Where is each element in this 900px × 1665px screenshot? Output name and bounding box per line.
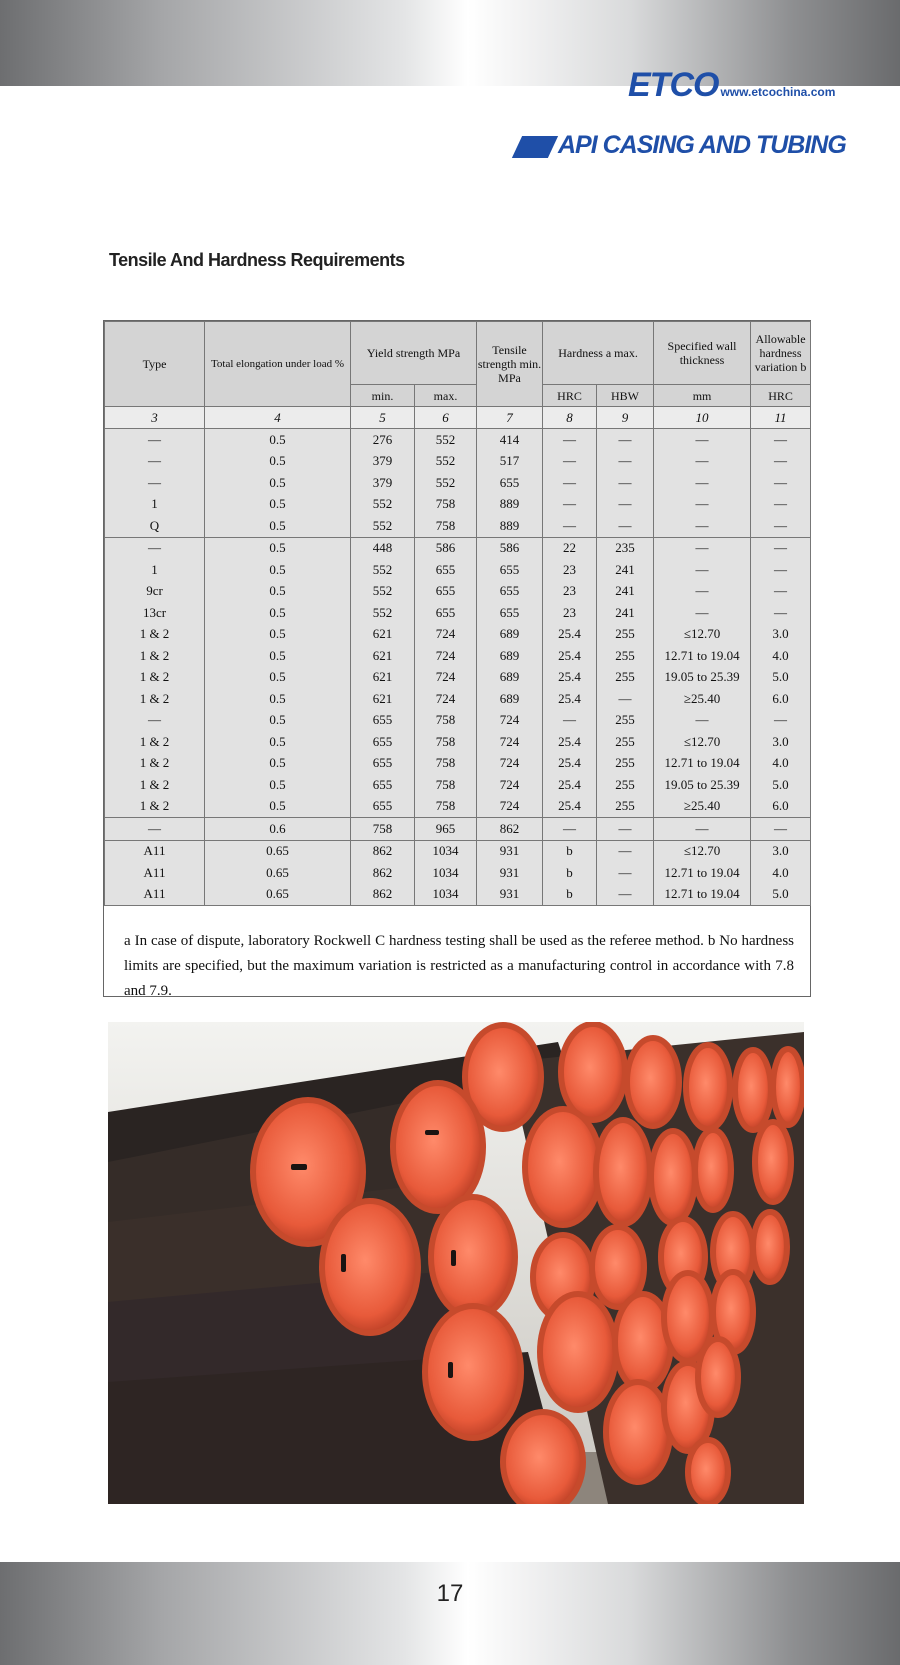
- table-row: [105, 581, 811, 603]
- table-cell: 1034: [415, 862, 477, 884]
- table-cell: —: [654, 494, 751, 516]
- table-group-4: [105, 840, 811, 906]
- table-cell: —: [751, 451, 811, 473]
- table-cell: 0.5: [205, 624, 351, 646]
- brand-bar-icon: [512, 136, 558, 158]
- table-cell: —: [654, 515, 751, 537]
- table-cell: 0.65: [205, 884, 351, 906]
- table-cell: 19.05 to 25.39: [654, 667, 751, 689]
- table-cell: 5.0: [751, 667, 811, 689]
- table-cell: A11: [105, 840, 205, 862]
- table-cell: 1034: [415, 840, 477, 862]
- col-header-yield-max: max.: [415, 385, 477, 407]
- table-cell: 255: [597, 710, 654, 732]
- table-cell: 758: [351, 818, 415, 841]
- table-cell: 889: [477, 515, 543, 537]
- col-header-hardness: Hardness a max.: [543, 322, 654, 385]
- col-header-allowable: Allowable hardness variation b: [751, 322, 811, 385]
- table-cell: 724: [415, 667, 477, 689]
- table-cell: 1: [105, 559, 205, 581]
- table-cell: —: [597, 494, 654, 516]
- table-cell: 255: [597, 753, 654, 775]
- table-cell: 931: [477, 862, 543, 884]
- table-cell: —: [105, 537, 205, 559]
- table-cell: 241: [597, 581, 654, 603]
- table-cell: 0.5: [205, 753, 351, 775]
- table-row: [105, 731, 811, 753]
- table-cell: —: [654, 429, 751, 451]
- table-cell: —: [543, 494, 597, 516]
- table-cell: ≤12.70: [654, 840, 751, 862]
- table-cell: 255: [597, 796, 654, 818]
- table-cell: 0.5: [205, 494, 351, 516]
- table-cell: 0.5: [205, 602, 351, 624]
- table-cell: 724: [477, 710, 543, 732]
- col-header-elongation: Total elongation under load %: [205, 322, 351, 407]
- brand-title: API CASING AND TUBING: [558, 131, 846, 159]
- table-row: [105, 862, 811, 884]
- table-cell: ≤12.70: [654, 624, 751, 646]
- table-cell: 862: [477, 818, 543, 841]
- table-row: [105, 494, 811, 516]
- table-cell: —: [751, 602, 811, 624]
- table-cell: 0.5: [205, 537, 351, 559]
- table-cell: 655: [351, 774, 415, 796]
- table-cell: b: [543, 840, 597, 862]
- table-cell: 12.71 to 19.04: [654, 862, 751, 884]
- table-cell: —: [751, 537, 811, 559]
- table-cell: 552: [351, 559, 415, 581]
- table-cell: 0.5: [205, 645, 351, 667]
- pipes-photo: [108, 1022, 804, 1504]
- table-cell: —: [751, 581, 811, 603]
- table-cell: 655: [351, 731, 415, 753]
- table-cell: 5.0: [751, 774, 811, 796]
- table-cell: —: [105, 818, 205, 841]
- table-cell: A11: [105, 862, 205, 884]
- table-cell: —: [751, 710, 811, 732]
- table-cell: —: [105, 429, 205, 451]
- table-cell: —: [751, 429, 811, 451]
- table-row: [105, 559, 811, 581]
- table-cell: —: [654, 451, 751, 473]
- table-cell: —: [597, 472, 654, 494]
- table-row: [105, 667, 811, 689]
- table-cell: 862: [351, 884, 415, 906]
- table-cell: 724: [415, 645, 477, 667]
- table-cell: 0.5: [205, 559, 351, 581]
- table-cell: 3.0: [751, 624, 811, 646]
- pipes-photo-image: [108, 1022, 804, 1504]
- table-cell: 655: [415, 602, 477, 624]
- table-cell: 931: [477, 884, 543, 906]
- table-cell: —: [543, 710, 597, 732]
- table-cell: ≤12.70: [654, 731, 751, 753]
- table-cell: —: [654, 602, 751, 624]
- table-cell: 0.5: [205, 796, 351, 818]
- table-cell: 621: [351, 645, 415, 667]
- requirements-table-frame: [103, 320, 811, 997]
- table-row: [105, 451, 811, 473]
- table-cell: —: [654, 581, 751, 603]
- table-cell: 552: [351, 581, 415, 603]
- requirements-table: [104, 321, 811, 906]
- table-cell: 655: [415, 559, 477, 581]
- table-cell: —: [597, 429, 654, 451]
- table-row: [105, 645, 811, 667]
- table-cell: 0.5: [205, 515, 351, 537]
- table-row: [105, 515, 811, 537]
- index-cell: 8: [543, 407, 597, 429]
- table-cell: —: [543, 472, 597, 494]
- col-header-type: Type: [105, 322, 205, 407]
- table-cell: 235: [597, 537, 654, 559]
- table-row: [105, 537, 811, 559]
- table-cell: 1 & 2: [105, 731, 205, 753]
- table-cell: A11: [105, 884, 205, 906]
- table-cell: 724: [477, 774, 543, 796]
- table-cell: —: [597, 884, 654, 906]
- table-cell: 255: [597, 645, 654, 667]
- table-cell: 689: [477, 688, 543, 710]
- table-cell: 19.05 to 25.39: [654, 774, 751, 796]
- table-cell: 655: [415, 581, 477, 603]
- table-cell: 758: [415, 796, 477, 818]
- table-cell: —: [751, 494, 811, 516]
- table-cell: 724: [477, 731, 543, 753]
- table-row: [105, 710, 811, 732]
- table-cell: 655: [477, 472, 543, 494]
- table-cell: 379: [351, 451, 415, 473]
- table-cell: 1 & 2: [105, 645, 205, 667]
- table-cell: 621: [351, 624, 415, 646]
- table-cell: 13cr: [105, 602, 205, 624]
- table-cell: —: [597, 688, 654, 710]
- table-cell: 25.4: [543, 774, 597, 796]
- table-cell: 23: [543, 581, 597, 603]
- table-cell: 0.5: [205, 688, 351, 710]
- table-cell: 931: [477, 840, 543, 862]
- table-cell: 655: [477, 602, 543, 624]
- col-header-wall: Specified wall thickness: [654, 322, 751, 385]
- table-cell: —: [597, 862, 654, 884]
- table-cell: 0.5: [205, 581, 351, 603]
- table-cell: 6.0: [751, 796, 811, 818]
- table-row: [105, 840, 811, 862]
- table-cell: 1: [105, 494, 205, 516]
- table-cell: —: [105, 472, 205, 494]
- table-cell: —: [105, 710, 205, 732]
- col-header-yield-min: min.: [351, 385, 415, 407]
- table-cell: 655: [351, 710, 415, 732]
- table-cell: 552: [351, 515, 415, 537]
- table-cell: 255: [597, 667, 654, 689]
- section-title: Tensile And Hardness Requirements: [109, 250, 405, 270]
- table-cell: 25.4: [543, 753, 597, 775]
- table-cell: 655: [477, 581, 543, 603]
- table-cell: 724: [415, 688, 477, 710]
- table-row: [105, 818, 811, 841]
- table-cell: 586: [477, 537, 543, 559]
- table-cell: 0.5: [205, 472, 351, 494]
- table-cell: 379: [351, 472, 415, 494]
- table-cell: —: [597, 840, 654, 862]
- table-cell: —: [543, 818, 597, 841]
- table-row: [105, 753, 811, 775]
- table-cell: —: [751, 472, 811, 494]
- table-cell: 758: [415, 515, 477, 537]
- table-cell: ≥25.40: [654, 796, 751, 818]
- table-cell: 4.0: [751, 753, 811, 775]
- table-cell: —: [654, 559, 751, 581]
- table-cell: —: [543, 451, 597, 473]
- table-cell: —: [597, 451, 654, 473]
- table-cell: 12.71 to 19.04: [654, 884, 751, 906]
- footer-band: [0, 1562, 900, 1665]
- table-cell: 586: [415, 537, 477, 559]
- table-cell: 862: [351, 840, 415, 862]
- table-cell: 889: [477, 494, 543, 516]
- table-cell: 414: [477, 429, 543, 451]
- table-cell: b: [543, 862, 597, 884]
- table-cell: 1 & 2: [105, 796, 205, 818]
- table-cell: 1 & 2: [105, 624, 205, 646]
- table-cell: 4.0: [751, 862, 811, 884]
- table-group-1: [105, 429, 811, 538]
- table-cell: 1 & 2: [105, 774, 205, 796]
- table-cell: 689: [477, 645, 543, 667]
- table-cell: 724: [415, 624, 477, 646]
- table-cell: 621: [351, 688, 415, 710]
- index-cell: 3: [105, 407, 205, 429]
- table-cell: 1 & 2: [105, 753, 205, 775]
- table-cell: 5.0: [751, 884, 811, 906]
- table-cell: —: [654, 710, 751, 732]
- table-notes: a In case of dispute, laboratory Rockwell C hardness testing shall be used as the referee method. b No hardness limits are specified, but the maximum variation is restricted as a manufacturing control in accordance with 7.8 and 7.9.: [124, 933, 794, 999]
- table-cell: 689: [477, 667, 543, 689]
- table-cell: 965: [415, 818, 477, 841]
- table-cell: 0.65: [205, 862, 351, 884]
- table-cell: 552: [351, 602, 415, 624]
- table-cell: —: [654, 818, 751, 841]
- website-url: www.etcochina.com: [720, 85, 836, 99]
- table-cell: 22: [543, 537, 597, 559]
- table-group-3: [105, 818, 811, 841]
- table-row: [105, 796, 811, 818]
- table-cell: 23: [543, 559, 597, 581]
- table-cell: 6.0: [751, 688, 811, 710]
- table-cell: —: [654, 537, 751, 559]
- index-cell: 11: [751, 407, 811, 429]
- table-cell: 25.4: [543, 667, 597, 689]
- table-cell: 25.4: [543, 645, 597, 667]
- table-cell: —: [105, 451, 205, 473]
- index-cell: 7: [477, 407, 543, 429]
- table-cell: 552: [415, 451, 477, 473]
- table-row: [105, 688, 811, 710]
- table-cell: 12.71 to 19.04: [654, 753, 751, 775]
- table-row: [105, 884, 811, 906]
- table-row: [105, 774, 811, 796]
- table-cell: 25.4: [543, 731, 597, 753]
- table-cell: 448: [351, 537, 415, 559]
- col-header-hrc2: HRC: [751, 385, 811, 407]
- table-cell: 241: [597, 602, 654, 624]
- index-cell: 5: [351, 407, 415, 429]
- table-cell: —: [751, 559, 811, 581]
- index-cell: 10: [654, 407, 751, 429]
- table-cell: 517: [477, 451, 543, 473]
- table-cell: —: [751, 818, 811, 841]
- table-cell: 241: [597, 559, 654, 581]
- table-cell: 4.0: [751, 645, 811, 667]
- table-cell: 758: [415, 753, 477, 775]
- table-cell: 552: [415, 429, 477, 451]
- table-cell: 0.6: [205, 818, 351, 841]
- table-cell: 25.4: [543, 624, 597, 646]
- table-cell: 255: [597, 731, 654, 753]
- table-cell: Q: [105, 515, 205, 537]
- table-cell: 3.0: [751, 840, 811, 862]
- table-group-2: [105, 537, 811, 818]
- table-cell: 552: [415, 472, 477, 494]
- table-cell: 655: [351, 796, 415, 818]
- index-cell: 4: [205, 407, 351, 429]
- table-cell: 689: [477, 624, 543, 646]
- logo-text: ETCO: [628, 66, 719, 104]
- table-cell: 255: [597, 774, 654, 796]
- table-cell: —: [654, 472, 751, 494]
- col-header-yield: Yield strength MPa: [351, 322, 477, 385]
- table-cell: 255: [597, 624, 654, 646]
- table-cell: 9cr: [105, 581, 205, 603]
- table-cell: 0.5: [205, 731, 351, 753]
- table-row: [105, 472, 811, 494]
- table-cell: 758: [415, 710, 477, 732]
- table-cell: 0.5: [205, 774, 351, 796]
- table-cell: 0.5: [205, 429, 351, 451]
- table-cell: 23: [543, 602, 597, 624]
- col-header-mm: mm: [654, 385, 751, 407]
- page-number: 17: [436, 1580, 464, 1607]
- table-cell: 758: [415, 774, 477, 796]
- col-header-hrc: HRC: [543, 385, 597, 407]
- col-header-tensile: Tensile strength min. MPa: [477, 322, 543, 407]
- table-cell: b: [543, 884, 597, 906]
- table-cell: 758: [415, 731, 477, 753]
- table-cell: 1 & 2: [105, 667, 205, 689]
- table-row: [105, 602, 811, 624]
- table-cell: —: [597, 818, 654, 841]
- table-cell: ≥25.40: [654, 688, 751, 710]
- col-header-hbw: HBW: [597, 385, 654, 407]
- table-cell: 0.65: [205, 840, 351, 862]
- table-cell: 655: [351, 753, 415, 775]
- index-cell: 9: [597, 407, 654, 429]
- table-cell: 3.0: [751, 731, 811, 753]
- table-cell: 0.5: [205, 710, 351, 732]
- table-cell: 758: [415, 494, 477, 516]
- table-cell: 655: [477, 559, 543, 581]
- table-cell: 1 & 2: [105, 688, 205, 710]
- table-cell: 552: [351, 494, 415, 516]
- table-cell: 1034: [415, 884, 477, 906]
- table-cell: —: [543, 429, 597, 451]
- table-cell: 724: [477, 796, 543, 818]
- table-row: [105, 624, 811, 646]
- table-cell: 621: [351, 667, 415, 689]
- table-cell: 724: [477, 753, 543, 775]
- table-cell: —: [543, 515, 597, 537]
- index-cell: 6: [415, 407, 477, 429]
- column-index-row: [105, 407, 811, 429]
- table-cell: —: [751, 515, 811, 537]
- table-cell: 12.71 to 19.04: [654, 645, 751, 667]
- table-row: [105, 429, 811, 451]
- table-cell: 25.4: [543, 796, 597, 818]
- table-cell: 25.4: [543, 688, 597, 710]
- table-cell: 0.5: [205, 667, 351, 689]
- table-cell: 0.5: [205, 451, 351, 473]
- table-cell: 862: [351, 862, 415, 884]
- table-cell: —: [597, 515, 654, 537]
- company-logo: [628, 66, 835, 106]
- table-cell: 276: [351, 429, 415, 451]
